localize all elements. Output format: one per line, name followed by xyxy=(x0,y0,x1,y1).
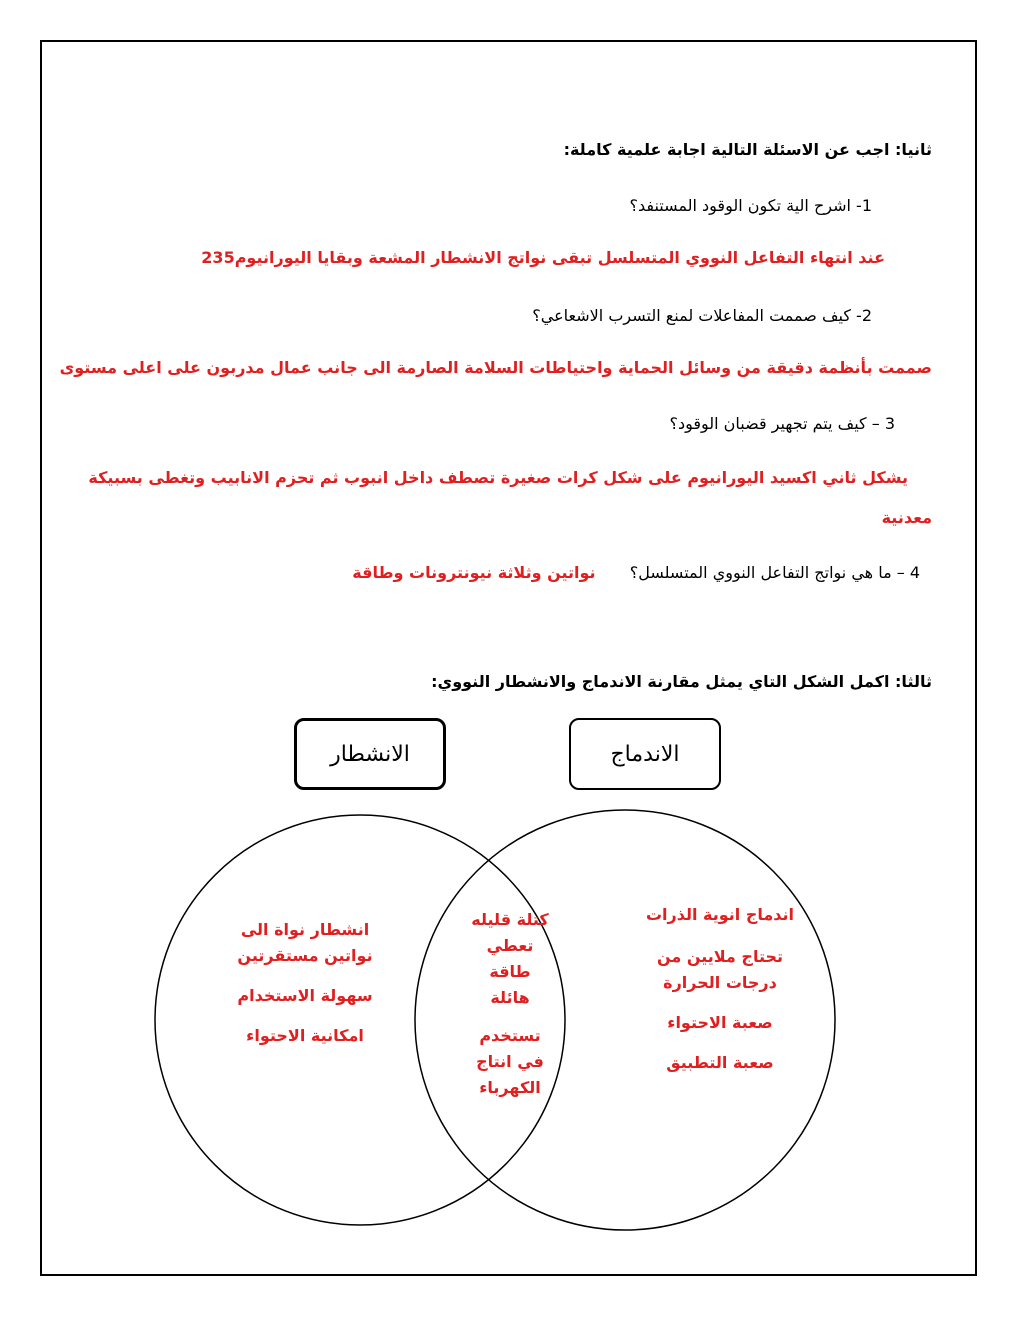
common-items xyxy=(445,907,575,1101)
answer-3-line-1: يشكل ثاني اكسيد اليورانيوم على شكل كرات صغيرة تصطف داخل انبوب ثم تحزم الانابيب وتغطى بسبيكة xyxy=(88,468,908,487)
section2-heading: ثانيا: اجب عن الاسئلة التالية اجابة علمية كاملة: xyxy=(563,140,932,159)
fusion-item: صعبة الاحتواء xyxy=(667,1013,773,1032)
fission-item: امكانية الاحتواء xyxy=(246,1026,364,1045)
common-item: الكهرباء xyxy=(479,1078,541,1097)
fusion-item: درجات الحرارة xyxy=(663,973,777,992)
fission-item: سهولة الاستخدام xyxy=(237,986,373,1005)
answer-3-line-2: معدنية xyxy=(881,508,932,527)
fission-label: الانشطار xyxy=(330,741,410,767)
question-2: 2- كيف صممت المفاعلات لمنع التسرب الاشعاعي؟ xyxy=(532,306,872,325)
fusion-items xyxy=(630,902,810,1076)
fusion-label: الاندماج xyxy=(610,741,680,767)
common-item: تعطي xyxy=(486,936,534,955)
answer-1: عند انتهاء التفاعل النووي المتسلسل تبقى نواتج الانشطار المشعة وبقايا اليورانيوم235 xyxy=(201,248,885,267)
fission-label-box xyxy=(294,718,446,790)
answer-4: نواتين وثلاثة نيونترونات وطاقة xyxy=(352,563,596,582)
question-3: 3 – كيف يتم تجهير قضبان الوقود؟ xyxy=(669,414,895,433)
common-item: في انتاج xyxy=(476,1052,544,1071)
answer-2: صممت بأنظمة دقيقة من وسائل الحماية واحتياطات السلامة الصارمة الى جانب عمال مدربون على اعلى مستوى xyxy=(59,358,932,377)
common-item: تستخدم xyxy=(479,1026,541,1045)
fusion-item: صعبة التطبيق xyxy=(666,1053,774,1072)
fission-item: نواتين مستقرتين xyxy=(237,946,373,965)
question-1: 1- اشرح الية تكون الوقود المستنفد؟ xyxy=(629,196,872,215)
fusion-item: تحتاج ملايين من xyxy=(656,947,784,966)
fission-item: انشطار نواة الى xyxy=(240,920,370,939)
question-4-text: 4 – ما هي نواتج التفاعل النووي المتسلسل؟ xyxy=(629,563,920,582)
fusion-label-box xyxy=(569,718,721,790)
common-item: هائلة xyxy=(490,988,530,1007)
common-item: كتلة قليله xyxy=(471,910,549,929)
common-item: طاقة xyxy=(489,962,531,981)
fusion-item: اندماج انوية الذرات xyxy=(645,905,795,924)
section3-heading: ثالثا: اكمل الشكل التاي يمثل مقارنة الاندماج والانشطار النووي: xyxy=(431,672,932,691)
fission-items xyxy=(225,917,385,1049)
